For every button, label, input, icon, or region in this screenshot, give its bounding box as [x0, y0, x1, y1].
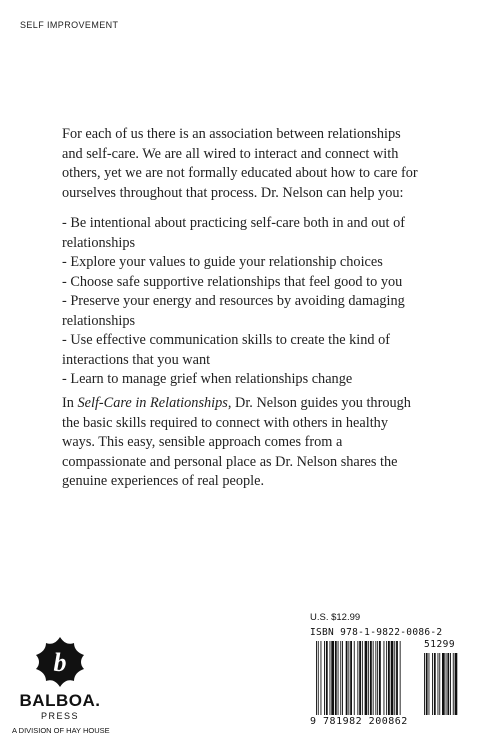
- barcode-bar: [326, 641, 328, 715]
- list-item: - Use effective communication skills to create the kind of interactions that you want: [62, 332, 391, 368]
- barcode-bar: [348, 641, 349, 715]
- barcode-bar: [368, 641, 369, 715]
- barcode-bar: [321, 641, 322, 715]
- barcode-bar: [354, 641, 355, 715]
- barcode-bar: [335, 641, 337, 715]
- closing-paragraph: [62, 394, 422, 492]
- lotus-logo-icon: [34, 635, 86, 691]
- barcode-bar: [357, 641, 358, 715]
- barcode-bar: [331, 641, 334, 715]
- barcode-addon-bar: [434, 653, 436, 715]
- barcode-bar: [330, 641, 331, 715]
- intro-paragraph: For each of us there is an association between relationships and self-care. We are all wired to interact and connect with others, yet we are not formally educated about how to care for ourselves throughout that process. Dr. Nelson can help you:: [62, 126, 418, 201]
- barcode-bar: [400, 641, 401, 715]
- barcode-bar: [377, 641, 378, 715]
- barcode-addon-bar: [442, 653, 445, 715]
- barcode-addon-bar: [426, 653, 428, 715]
- barcode-block: [310, 612, 470, 738]
- barcode-bar: [318, 641, 319, 715]
- category-label: SELF IMPROVEMENT: [20, 20, 119, 30]
- list-item: - Learn to manage grief when relationships change: [62, 371, 353, 387]
- barcode-addon-bar: [446, 653, 447, 715]
- barcode-icon: [310, 641, 470, 717]
- barcode-bar: [324, 641, 325, 715]
- barcode-bar: [365, 641, 368, 715]
- barcode-addon-bar: [429, 653, 430, 715]
- barcode-addon-bar: [424, 653, 425, 715]
- barcode-addon-bar: [453, 653, 454, 715]
- list-item: - Explore your values to guide your relationship choices: [62, 254, 383, 270]
- publisher-sub: PRESS: [40, 711, 79, 721]
- barcode-bar: [391, 641, 394, 715]
- barcode-bar: [386, 641, 387, 715]
- barcode-bar: [370, 641, 372, 715]
- publisher-name: BALBOA.: [19, 691, 101, 710]
- barcode-bar: [396, 641, 398, 715]
- barcode-bar: [359, 641, 361, 715]
- closing-prefix: In: [62, 395, 78, 411]
- barcode-addon-bar: [432, 653, 433, 715]
- list-item: - Choose safe supportive relationships that feel good to you: [62, 273, 403, 290]
- barcode-bar: [373, 641, 374, 715]
- barcode-addon-bar: [439, 653, 440, 715]
- barcode-bar: [338, 641, 339, 715]
- barcode-bar: [394, 641, 395, 715]
- publisher-logo: [12, 635, 112, 735]
- closing-suffix: , Dr. Nelson guides you through the basic skills required to connect with others in healthy ways. This easy, sensible approach comes from a compassionate and personal place as Dr. Nelson shares the genuine experiences of real people.: [62, 395, 411, 489]
- barcode-addon-bar: [455, 653, 458, 715]
- barcode-bar: [388, 641, 390, 715]
- barcode-bar: [379, 641, 381, 715]
- barcode-addon-bar: [447, 653, 449, 715]
- barcode-digits: 9 781982 200862: [310, 716, 408, 727]
- barcode-bar: [362, 641, 363, 715]
- barcode-bar: [342, 641, 343, 715]
- isbn-label: ISBN 978-1-9822-0086-2: [310, 627, 443, 638]
- price-label: U.S. $12.99: [310, 612, 361, 623]
- barcode-bar: [350, 641, 352, 715]
- barcode-bar: [384, 641, 385, 715]
- addon-digits: 51299: [424, 639, 456, 650]
- barcode-addon-bar: [438, 653, 439, 715]
- list-item: - Be intentional about practicing self-care both in and out of relationships: [62, 215, 406, 251]
- publisher-division: A DIVISION OF HAY HOUSE: [12, 726, 110, 735]
- benefit-list: [62, 214, 422, 390]
- barcode-bar: [316, 641, 317, 715]
- logo-letter: b: [53, 648, 67, 677]
- list-item: - Preserve your energy and resources by avoiding damaging relationships: [62, 293, 405, 329]
- book-title: Self-Care in Relationships: [77, 395, 228, 411]
- barcode-bar: [340, 641, 341, 715]
- barcode-bar: [375, 641, 376, 715]
- barcode-bar: [346, 641, 348, 715]
- barcode-addon-bar: [450, 653, 451, 715]
